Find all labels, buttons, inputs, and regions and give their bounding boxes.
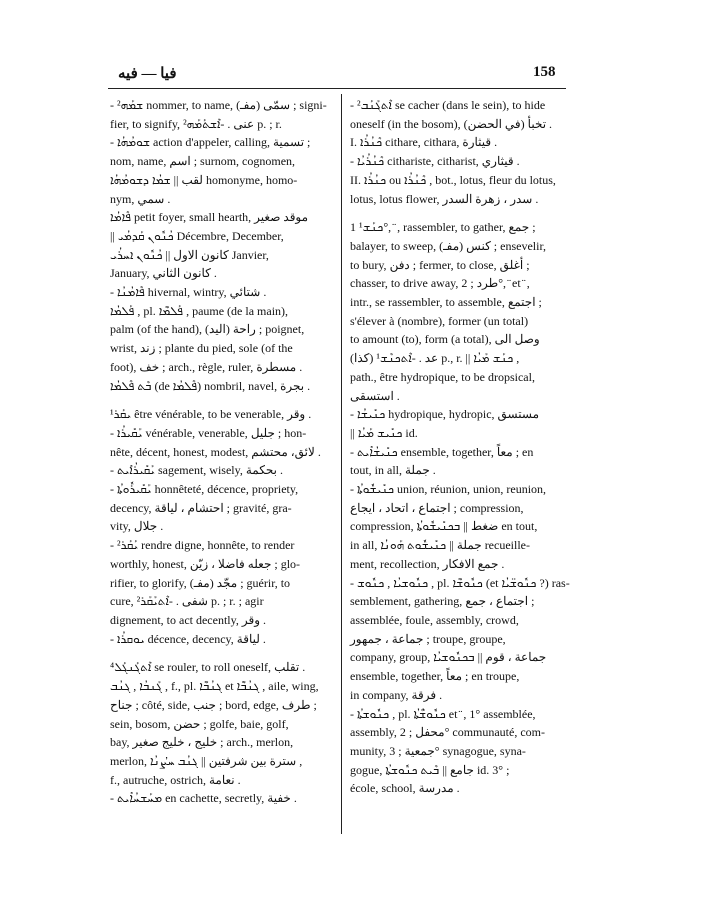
entry-line: ܐܶܬܓܰܢܓܰܠ⁴ se rouler, to roll oneself, تقلب . <box>110 660 306 675</box>
entry-line: gogue, جامع || ܒܶܝܬ ܟܢܽܘܫܬܳܐ id. 3° ; <box>350 762 510 777</box>
dictionary-entry <box>110 283 336 302</box>
entry-line: path., être hydropique, to be dropsical, <box>350 369 535 384</box>
entry-line: vity, جلال . <box>110 519 164 534</box>
entry-line: - ܫܡܰܗ² nommer, to name, سمّى (مفـ) ; signi- <box>110 98 327 112</box>
entry-line: - ܡܚܰܫܚܳܐܺܝܬ en cachette, secretly, خفية . <box>110 791 297 806</box>
entry-line: ment, recollection, جمع الافكار . <box>350 556 505 571</box>
dictionary-entry <box>350 705 568 799</box>
dictionary-entry <box>350 171 568 208</box>
entry-line: nym, سمي . <box>110 191 171 206</box>
entry-line: - ܟܢܺܝܫܳܐܺܝܬ ensemble, together, معاً ; en <box>350 444 534 459</box>
entry-line: جماعة ، جمهور ; troupe, groupe, <box>350 631 506 646</box>
dictionary-entry <box>110 677 336 789</box>
entry-line: - ܟܢܽܘܫܬܳܐ , pl. ܟܢܽܘܫ̈ܳܬܳܐ et ̈ , 1° assemblée, <box>350 706 536 721</box>
dictionary-entry <box>350 218 568 405</box>
dictionary-entry <box>350 574 568 705</box>
entry-line: f., autruche, ostrich, نعامة . <box>110 772 241 787</box>
entry-line: chasser, to drive away, طرد ; 2°, ̈ et ̈ , <box>350 276 530 291</box>
entry-line: ensemble, together, معاً ; en troupe, <box>350 669 520 684</box>
entry-line: - ܫܘܡܳܗܳܐ action d'appeler, calling, تسمية ; <box>110 135 311 150</box>
entry-line: ܒܶܬ ܦܶܠܡܳܐ (de ܦܶܠܡܳܐ) nombril, navel, بجرة . <box>110 378 311 393</box>
page-number: 158 <box>533 64 556 80</box>
entry-line: || ܟܢܺܝܫ ܡܰܝܳܐ id. <box>350 425 418 440</box>
entry-line: s'élever à (nombre), former (un total) <box>350 313 529 328</box>
dictionary-entry <box>110 405 336 424</box>
dictionary-entry <box>350 96 568 133</box>
dictionary-entry <box>350 443 568 480</box>
entry-line: ܟܢܰܫ¹ 1°, ̈ , rassembler, to gather, جمع ; <box>350 220 536 235</box>
dictionary-entry <box>350 480 568 574</box>
entry-line: - ܝܰܩܺܝܪܳܐܺܝܬ sagement, wisely, بحكمة . <box>110 463 283 478</box>
dictionary-entry <box>110 658 336 677</box>
entry-line: - ܐܶܬܓܰܢܰܒ² se cacher (dans le sein), to hide <box>350 98 546 112</box>
entry-line: decency, احتشام ، لياقة ; gravité, gra- <box>110 500 292 515</box>
entry-line: école, school, مدرسة . <box>350 781 460 796</box>
entry-line: - ܝܰܩܺܝܪܳܐ vénérable, venerable, جليل ; hon- <box>110 425 307 440</box>
dictionary-entry <box>110 302 336 377</box>
entry-line: in company, فرقة . <box>350 687 443 702</box>
entry-line: in all, جملة || ܟܢܺܝܫܽܘܬ ܗܰܘܢܳܐ recueille- <box>350 538 530 553</box>
entry-line: كانون الاول || ܟܳܢܽܘܢ ܐܚܪܳܝ Janvier, <box>110 247 269 262</box>
entry-line: - ܟܢܺܝܫܽܘܬܳܐ union, réunion, union, reunion, <box>350 482 547 497</box>
entry-line: oneself (in the bosom), تخبأ (في الحضن) . <box>350 116 553 131</box>
entry-line: جناح ; côté, side, جنب ; bord, edge, طرف ; <box>110 697 317 712</box>
dictionary-entry <box>350 133 568 152</box>
entry-line: to amount (to), form (a total), وصل الى <box>350 332 540 347</box>
entry-line: ܓܰܢܒܳܐ , ܓܢܳܒ , f., pl. ܓܢܳܒ̈ܶܐ et ܓܢܳܒ̈ܶܐ , aile, wing, <box>110 679 319 694</box>
entry-line: || ܟܳܢܽܘܢ ܩܰܕܡܳܝ Décembre, December, <box>110 228 284 243</box>
dictionary-entry <box>110 789 336 808</box>
entry-line: bay, خليج ، خليج صغير ; arch., merlon, <box>110 735 294 750</box>
entry-line: ܦܶܐܡܳܐ petit foyer, small hearth, موقد صغير <box>110 210 309 225</box>
entry-line: sein, bosom, حضن ; golfe, baie, golf, <box>110 716 289 731</box>
entry-line: - ܝܰܩܰܪ² rendre digne, honnête, to render <box>110 538 295 553</box>
entry-line: rifier, to glorify, مجّد (مفـ) ; guérir, to <box>110 575 291 590</box>
dictionary-entry <box>110 461 336 480</box>
left-column <box>110 96 336 808</box>
column-divider <box>341 94 342 834</box>
dictionary-entry <box>110 536 336 630</box>
entry-line: - ܝܰܩܺܝܪܽܘܬܳܐ honnêteté, décence, propriety, <box>110 482 299 497</box>
entry-line: cure, شفى . -ܐܶܬܝܰܩܰܪ² p. ; r. ; agir <box>110 594 264 609</box>
entry-line: merlon, سترة بين شرفتين || ܓܢܳܒ ܚܨܳܢܳܐ , <box>110 753 303 768</box>
running-head: فيا — فيه <box>118 66 177 82</box>
entry-line: wrist, زند ; plante du pied, sole (of the <box>110 341 293 356</box>
entry-line: - ܟܢܺܝܫܳܐ hydropique, hydropic, مستسق <box>350 407 540 422</box>
entry-line: compression, ضغط || ܒܟܢܺܝܫܽܘܬܳܐ en tout, <box>350 519 538 534</box>
entry-line: intr., se rassembler, to assemble, اجتمع ; <box>350 295 542 310</box>
entry-line: - ܟܶܢܳܪܳܝܳܐ cithariste, citharist, قيثاري . <box>350 154 520 169</box>
page-header <box>0 64 714 86</box>
entry-line: nête, décent, honest, modest, لائق، محتشم . <box>110 444 321 459</box>
entry-line: dignement, to act decently, وقر . <box>110 612 266 627</box>
right-column <box>350 96 568 798</box>
entry-line: to bury, دفن ; fermer, to close, أغلق ; <box>350 257 530 272</box>
entry-line: - ܝܘܩܪܳܐ décence, decency, لياقة . <box>110 631 266 646</box>
entry-line: assembly, محفل ; 2° communauté, com- <box>350 725 545 740</box>
entry-line: ܝܩܰܪ¹ être vénérable, to be venerable, وقر . <box>110 407 312 422</box>
dictionary-entry <box>350 405 568 442</box>
entry-line: لقب || ܫܡܳܐ ܕܫܘܡܳܗܳܐ homonyme, homo- <box>110 172 298 187</box>
dictionary-entry <box>350 152 568 171</box>
entry-line: January, كانون الثاني . <box>110 266 217 281</box>
header-rule <box>108 88 566 89</box>
dictionary-entry <box>110 480 336 536</box>
entry-line: lotus, lotus flower, سدر ، زهرة السدر . <box>350 191 539 206</box>
entry-line: worthly, honest, جعله فاضلا ، زيّن ; glo- <box>110 556 301 571</box>
dictionary-entry <box>110 208 336 283</box>
entry-line: foot), خف ; arch., règle, ruler, مسطرة . <box>110 359 303 374</box>
entry-line: fier, to signify, عنى . -ܐܶܫܬܰܡܰܗ² p. ; r. <box>110 116 282 131</box>
entry-line: balayer, to sweep, كنس (مفـ) ; ensevelir, <box>350 238 546 253</box>
entry-line: semblement, gathering, اجتماع ، جمع ; <box>350 594 535 609</box>
entry-line: tout, in all, جملة . <box>350 463 436 478</box>
entry-line: assemblée, foule, assembly, crowd, <box>350 612 519 627</box>
entry-line: munity, جمعية ; 3° synagogue, syna- <box>350 743 526 758</box>
entry-line: (كذا) عد . -ܐܶܬܟܢܶܫ¹ p., r. || ܟܢܰܫ ܡܰܝܳܐ , <box>350 351 520 366</box>
entry-line: company, group, جماعة ، قوم || ܒܟܢܽܘܫܝܳܐ <box>350 650 547 665</box>
dictionary-entry <box>110 96 336 133</box>
dictionary-entry <box>110 133 336 208</box>
entry-line: ܦܰܠܡܳܐ , pl. ܦܰܠܡ̈ܶܐ , paume (de la main), <box>110 303 289 318</box>
dictionary-entry <box>110 630 336 649</box>
dictionary-entry <box>110 424 336 461</box>
entry-line: I. ܟܶܢܳܪܳܐ cithare, cithara, قيثارة . <box>350 135 498 150</box>
entry-line: - ܟܢܽܘܫܝܳܐ , ܟܢܽܘܫ , pl. ܟܢܽܘܫ̈ܶܐ (et ܟܢܽܘܫ̈ܝܳܐ ?) ras- <box>350 575 570 590</box>
entry-line: II. ܟܢܳܪܳܐ ou ܟܶܢܳܪܳܐ , bot., lotus, fleur du lotus, <box>350 172 556 187</box>
entry-line: اجتماع ، اتحاد ، ايجاع ; compression, <box>350 500 524 515</box>
entry-line: palm (of the hand), راحة (اليد) ; poignet, <box>110 322 305 337</box>
entry-line: nom, name, اسم ; surnom, cognomen, <box>110 154 296 169</box>
entry-line: - ܦܶܐܡܳܢܳܐ hivernal, wintry, شتائي . <box>110 285 267 300</box>
entry-line: استسقى . <box>350 388 400 403</box>
dictionary-entry <box>110 377 336 396</box>
